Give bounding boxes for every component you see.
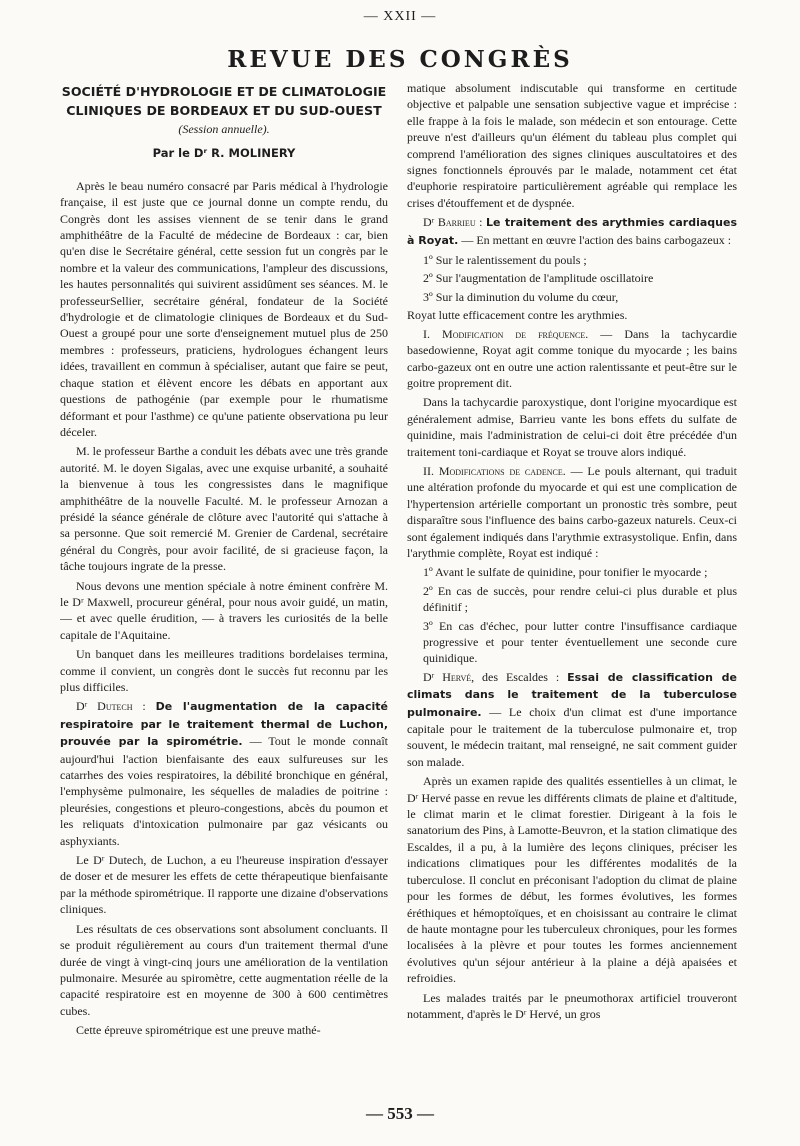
paragraph: Nous devons une mention spéciale à notre éminent confrère M. le Dʳ Maxwell, procureur général, pour nous avoir guidé, un matin, — et avec quelle érudition, — à travers les curiosités de la belle capitale de l'Aquitaine.: [60, 578, 388, 642]
speaker-name: Dʳ Hervé: [423, 669, 472, 684]
list-conclusion: Royat lutte efficacement contre les arythmies.: [407, 308, 628, 323]
communication-body: — En mettant en œuvre l'action des bains carbogazeux :: [461, 232, 732, 247]
list-item: 3º Sur la diminution du volume du cœur,: [423, 289, 619, 304]
paragraph: Cette épreuve spirométrique est une preuve mathé-: [76, 1023, 321, 1038]
communication-title: Essai de classification de climats dans le traitement de la tuberculose pulmonaire.: [407, 670, 737, 719]
subsection-body: — Le pouls alternant, qui traduit une altération profonde du myocarde et qui est une complication de l'hypertension artérielle comportant un pronostic très sombre, peut disparaître sous l'influence des bains carbo-gazeux naturels. Ceux-ci sont également indiqués dans l'arythmie extrasystolique. Enfin, dans l'arythmie complète, Royat est indiqué :: [407, 463, 737, 560]
paragraph: Dans la tachycardie paroxystique, dont l'origine myocardique est généralement admise, Barrieu vante les bons effets du sulfate de quinidine, mais l'administration de celui-ci doit être précédée d'un traitement toni-cardiaque et Royat se trouve alors indiqué.: [407, 395, 737, 459]
communication-dutech: Dʳ Dutech : De l'augmentation de la capacité respiratoire par le traitement thermal de Luchon, prouvée par la spirométrie. — Tout le monde connaît aujourd'hui l'action bienfaisante des eaux sulfureuses sur les catarrhes des voies respiratoires, la débilité bronchique en général, l'emphysème pulmonaire, les séquelles de maladies de poitrine : pleurésies, congestions et pleuro-congestions, abcès du poumon et les reliquats d'intoxication pulmonaire par gaz vésicants ou asphyxiants.: [60, 699, 388, 848]
speaker-name: Dʳ Barrieu: [423, 215, 476, 230]
left-column: [60, 80, 388, 1098]
paragraph: Un banquet dans les meilleures traditions bordelaises termina, comme il convient, un congrès dont le succès fut reconnu par les plus difficiles.: [60, 647, 388, 694]
numbered-list: [407, 252, 737, 324]
roman-page-number: — XXII —: [363, 9, 437, 24]
communication-herve: [407, 669, 737, 770]
paragraph: Le Dʳ Dutech, de Luchon, a eu l'heureuse inspiration d'essayer de doser et de mesurer les effets de cette thérapeutique bienfaisante par la méthode spirométrique. Il rapporte une dizaine d'observations cliniques.: [60, 853, 388, 917]
author-byline: Par le Dʳ R. MOLINERY: [152, 146, 296, 161]
list-item: 1º Avant le sulfate de quinidine, pour tonifier le myocarde ;: [423, 565, 708, 580]
communication-barrieu: Dʳ Barrieu : Le traitement des arythmies cardiaques à Royat. — En mettant en œuvre l'action des bains carbogazeux :: [407, 215, 737, 247]
article-title: [60, 82, 388, 120]
list-item: 1º Sur le ralentissement du pouls ;: [423, 253, 587, 268]
page-number: — 553 —: [366, 1104, 434, 1123]
paragraph: Les résultats de ces observations sont absolument concluants. Il se produit régulièrement au cours d'un traitement thermal d'une durée de vingt à vingt-cinq jours une amélioration de la ventilation pulmonaire. Mesurée au spiromètre, cette augmentation réelle de la capacité respiratoire est en moyenne de 300 à 600 centimètres cubes.: [60, 921, 388, 1018]
paragraph: M. le professeur Barthe a conduit les débats avec une très grande autorité. M. le doyen Sigalas, avec une exquise urbanité, a souhaité la bienvenue à tous les congressistes dans le magnifique amphithéâtre de la nouvelle Faculté. M. le professeur Arnozan a présidé la séance générale de clôture avec l'autorité qui s'attache à sa personne. Que soit remercié M. Grenier de Cardenal, secrétaire général du Congrès, pour avoir facilité, de si gracieuse façon, la tâche toujours ingrate de la presse.: [60, 444, 388, 574]
speaker-place: , des Escaldes :: [471, 669, 560, 684]
communication-title: Le traitement des arythmies cardiaques à Royat.: [407, 216, 737, 247]
subsection: [407, 326, 737, 392]
section-title: REVUE DES CONGRÈS: [227, 46, 573, 73]
communication-body: — Le choix d'un climat est d'une importance capitale pour le traitement de la tuberculose pulmonaire et, trop souvent, le médecin traitant, mal renseigné, ne sait comment guider son malade.: [407, 704, 737, 769]
list-item: 2º En cas de succès, pour rendre celui-ci plus durable et plus définitif ;: [423, 583, 737, 615]
communication-body: — Tout le monde connaît aujourd'hui l'action bienfaisante des eaux sulfureuses sur les catarrhes des voies respiratoires, la débilité bronchique en général, l'emphysème pulmonaire, les séquelles de maladies de poitrine : pleurésies, congestions et pleuro-congestions, abcès du poumon et les reliquats d'intoxication pulmonaire par gaz vésicants ou asphyxiants.: [60, 734, 388, 848]
paragraph: matique absolument indiscutable qui transforme en certitude objective et palpable une sensation subjective vague et imprécise : elle frappe à la fois le malade, son médecin et son entourage. Cette preuve n'est d'ailleurs qu'un élément du tableau plus complet qui comprend l'amélioration des signes cliniques auscultatoires et des signes fonctionnels éprouvés par le malade, notamment cet état d'euphorie respiratoire particulièrement agréable qui remplace les crises d'étouffement et de dyspnée.: [407, 81, 737, 210]
paragraph: Les malades traités par le pneumothorax artificiel trouveront notamment, d'après le Dʳ Hervé, un gros: [407, 990, 737, 1021]
paragraph: Après un examen rapide des qualités essentielles à un climat, le Dʳ Hervé passe en revue les différents climats de plaine et d'altitude, le climat marin et le climat forestier. Dirigeant à la fois le sanatorium des Pins, à Lamotte-Beuvron, et la station climatique des Escaldes, il a pu, à la lumière des leçons cliniques, préciser les indications climatiques pour les différentes modalités de la tuberculose. Il conclut en préconisant l'adoption du climat de plaine pour les formes de début, les formes évolutives, les formes éréthiques et hémoptoïques, et en choisissant au contraire le climat de haute montagne pour les tuberculeux chroniques, pour les formes localisées à la plèvre et pour toutes les formes anciennement évolutives qu'un séjour antérieur à la plaine a déjà apaisées et refroidies.: [407, 774, 737, 986]
session-label: (Session annuelle).: [178, 122, 270, 136]
article-title-line1: SOCIÉTÉ D'HYDROLOGIE ET DE CLIMATOLOGIE: [61, 84, 387, 99]
list-item: 3º En cas d'échec, pour lutter contre l'insuffisance cardiaque progressive et pour tenter éventuellement une seconde cure quinidique.: [423, 618, 737, 666]
subsection: [407, 463, 737, 561]
list-item: 2º Sur l'augmentation de l'amplitude oscillatoire: [423, 271, 654, 286]
article-title-line2: CLINIQUES DE BORDEAUX ET DU SUD-OUEST: [66, 103, 382, 118]
speaker-name: Dʳ Dutech: [76, 699, 133, 714]
subsection-heading: I. Modification de fréquence.: [423, 326, 589, 341]
right-column: [407, 80, 737, 1098]
subsection-heading: II. Modifications de cadence.: [423, 463, 566, 478]
numbered-list: [407, 564, 737, 666]
subsection-body: — Dans la tachycardie basedowienne, Royat agit comme tonique du myocarde ; les bains carbo-gazeux ont en outre une action ralentissante et peut-être sur le goitre proprement dit.: [407, 326, 737, 390]
paragraph: Après le beau numéro consacré par Paris médical à l'hydrologie française, il est juste que ce journal donne un compte rendu, du Congrès dont les assises viennent de se tenir dans le grand amphithéâtre de la Faculté de médecine de Bordeaux : car, bien qu'en dise le Secrétaire général, cette session fut un congrès par le nombre et la valeur des communications, l'ampleur des discussions, les hautes personnalités qui suivirent assidûment ses séances. M. le professeurSellier, secrétaire général, fondateur de la Société d'hydrologie et de climatologie cliniques de Bordeaux et du Sud-Ouest a groupé pour une sorte d'enseignement mutuel plus de 250 membres : professeurs, praticiens, hydrologues échangent leurs idées, travaillent en commun à spécialiser, autant que faire se peut, chaque station et élèvent encore les débats en apportant aux questions de pathogénie (par exemple pour le rhumatisme déformant et pour l'asthme) ce qu'une patiente observationa pu leur déceler.: [60, 178, 388, 439]
communication-title: De l'augmentation de la capacité respiratoire par le traitement thermal de Luchon, prouvée par la spirométrie.: [60, 700, 388, 749]
